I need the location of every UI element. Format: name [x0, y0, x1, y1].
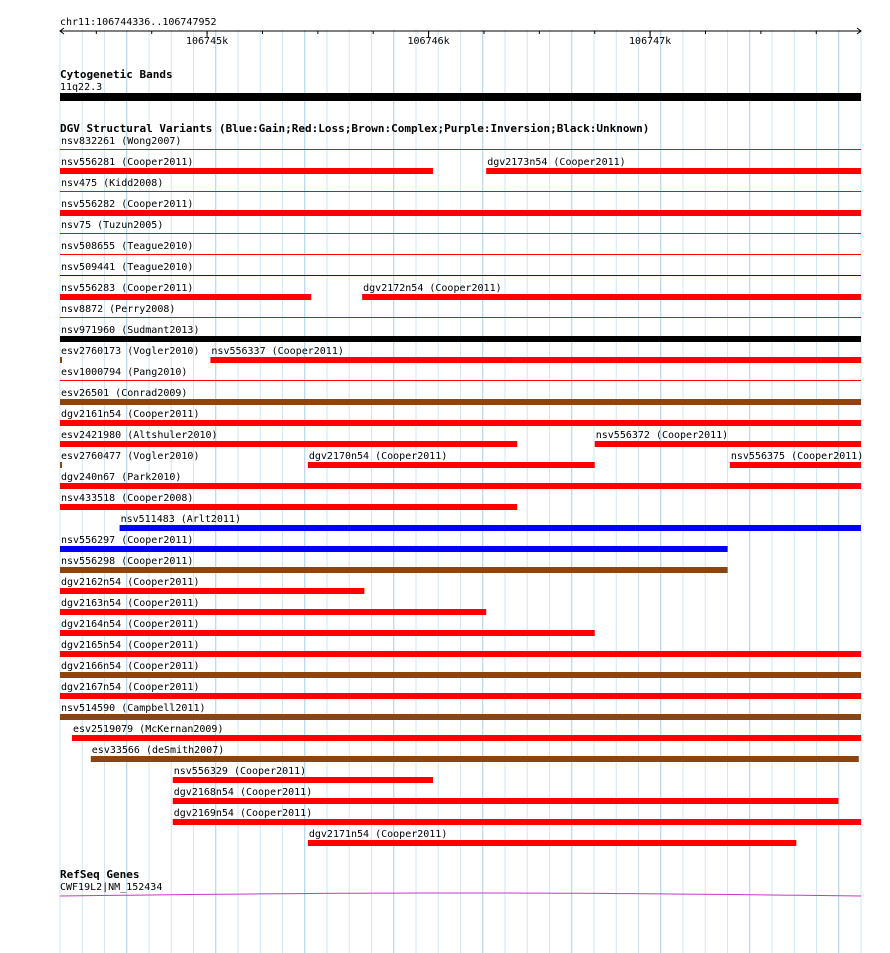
- variant-feature[interactable]: [60, 651, 861, 657]
- variant-label: dgv2165n54 (Cooper2011): [61, 640, 200, 651]
- variant-label: nsv832261 (Wong2007): [61, 136, 182, 147]
- refseq-gene-label: CWF19L2|NM_152434: [60, 882, 163, 893]
- variant-feature[interactable]: [60, 693, 861, 699]
- variant-feature[interactable]: [173, 777, 433, 783]
- variant-feature[interactable]: [60, 441, 517, 447]
- cytoband-track-title: Cytogenetic Bands: [60, 68, 173, 81]
- variant-feature[interactable]: [308, 840, 796, 846]
- variant-label: dgv2167n54 (Cooper2011): [61, 682, 200, 693]
- variant-label: esv2519079 (McKernan2009): [72, 724, 224, 735]
- variant-feature[interactable]: [173, 798, 839, 804]
- variant-label: nsv556283 (Cooper2011): [61, 283, 194, 294]
- variant-label: dgv2164n54 (Cooper2011): [61, 619, 200, 630]
- refseq-track-title: RefSeq Genes: [60, 868, 140, 881]
- variant-feature[interactable]: [60, 714, 861, 720]
- dgv-track: [60, 122, 863, 846]
- variant-label: dgv2173n54 (Cooper2011): [487, 157, 626, 168]
- variant-feature[interactable]: [362, 294, 861, 300]
- variant-label: nsv509441 (Teague2010): [61, 262, 194, 273]
- variant-label: dgv2161n54 (Cooper2011): [61, 409, 200, 420]
- variant-label: dgv2171n54 (Cooper2011): [308, 829, 448, 840]
- variant-feature[interactable]: [60, 588, 364, 594]
- variant-feature[interactable]: [486, 168, 861, 174]
- variant-feature[interactable]: [60, 294, 311, 300]
- variant-label: dgv2163n54 (Cooper2011): [61, 598, 200, 609]
- variant-feature[interactable]: [730, 462, 861, 468]
- variant-feature[interactable]: [60, 357, 62, 363]
- variant-feature[interactable]: [595, 441, 861, 447]
- variant-label: nsv508655 (Teague2010): [61, 241, 194, 252]
- variant-feature[interactable]: [60, 483, 861, 489]
- variant-label: nsv556375 (Cooper2011): [730, 451, 864, 462]
- variant-feature[interactable]: [91, 756, 859, 762]
- variant-label: nsv556372 (Cooper2011): [595, 430, 729, 441]
- variant-label: esv26501 (Conrad2009): [61, 388, 188, 399]
- location-label: chr11:106744336..106747952: [60, 17, 217, 28]
- variant-label: dgv2162n54 (Cooper2011): [61, 577, 200, 588]
- variant-feature[interactable]: [60, 420, 861, 426]
- variant-label: nsv511483 (Arlt2011): [120, 514, 242, 525]
- variant-feature[interactable]: [60, 546, 728, 552]
- variant-label: dgv2170n54 (Cooper2011): [308, 451, 448, 462]
- variant-label: esv2760477 (Vogler2010): [61, 451, 200, 462]
- variant-label: nsv971960 (Sudmant2013): [61, 325, 200, 336]
- variant-label: dgv2172n54 (Cooper2011): [363, 283, 502, 294]
- variant-label: nsv556298 (Cooper2011): [61, 556, 194, 567]
- variant-feature[interactable]: [60, 630, 595, 636]
- variant-label: dgv2168n54 (Cooper2011): [173, 787, 313, 798]
- dgv-track-title: DGV Structural Variants (Blue:Gain;Red:Loss;Brown:Complex;Purple:Inversion;Black:Unknown): [60, 122, 650, 135]
- variant-label: nsv556282 (Cooper2011): [61, 199, 194, 210]
- variant-label: nsv433518 (Cooper2008): [61, 493, 194, 504]
- ruler-tick-label: 106745k: [186, 36, 229, 47]
- variant-label: esv33566 (deSmith2007): [91, 745, 225, 756]
- variant-label: dgv2169n54 (Cooper2011): [173, 808, 313, 819]
- variant-feature[interactable]: [173, 819, 861, 825]
- ruler-tick-label: 106747k: [629, 36, 672, 47]
- variant-label: dgv2166n54 (Cooper2011): [61, 661, 200, 672]
- cytoband-label: 11q22.3: [60, 82, 103, 93]
- variant-feature[interactable]: [60, 504, 517, 510]
- variant-feature[interactable]: [60, 399, 861, 405]
- variant-feature[interactable]: [308, 462, 595, 468]
- variant-feature[interactable]: [60, 168, 433, 174]
- variant-feature[interactable]: [60, 567, 728, 573]
- variant-label: dgv240n67 (Park2010): [61, 472, 182, 483]
- ruler-ticks: [186, 31, 671, 47]
- variant-label: nsv556337 (Cooper2011): [211, 346, 344, 357]
- variant-feature[interactable]: [72, 735, 861, 741]
- cytoband-bar[interactable]: [60, 93, 861, 101]
- variant-feature[interactable]: [60, 672, 861, 678]
- variant-label: nsv556281 (Cooper2011): [61, 157, 194, 168]
- variant-label: nsv75 (Tuzun2005): [61, 220, 164, 231]
- variant-label: nsv8872 (Perry2008): [61, 304, 176, 315]
- variant-label: esv2760173 (Vogler2010): [61, 346, 200, 357]
- variant-feature[interactable]: [60, 609, 486, 615]
- variant-feature[interactable]: [60, 210, 861, 216]
- variant-feature[interactable]: [60, 336, 861, 342]
- variant-label: esv2421980 (Altshuler2010): [61, 430, 218, 441]
- variant-feature[interactable]: [120, 525, 861, 531]
- variant-feature[interactable]: [210, 357, 861, 363]
- ruler-tick-label: 106746k: [407, 36, 450, 47]
- variant-feature[interactable]: [60, 462, 62, 468]
- variant-label: nsv556297 (Cooper2011): [61, 535, 194, 546]
- variant-label: nsv514590 (Campbell2011): [61, 703, 206, 714]
- variant-label: esv1000794 (Pang2010): [61, 367, 188, 378]
- variant-label: nsv475 (Kidd2008): [61, 178, 164, 189]
- variant-label: nsv556329 (Cooper2011): [173, 766, 307, 777]
